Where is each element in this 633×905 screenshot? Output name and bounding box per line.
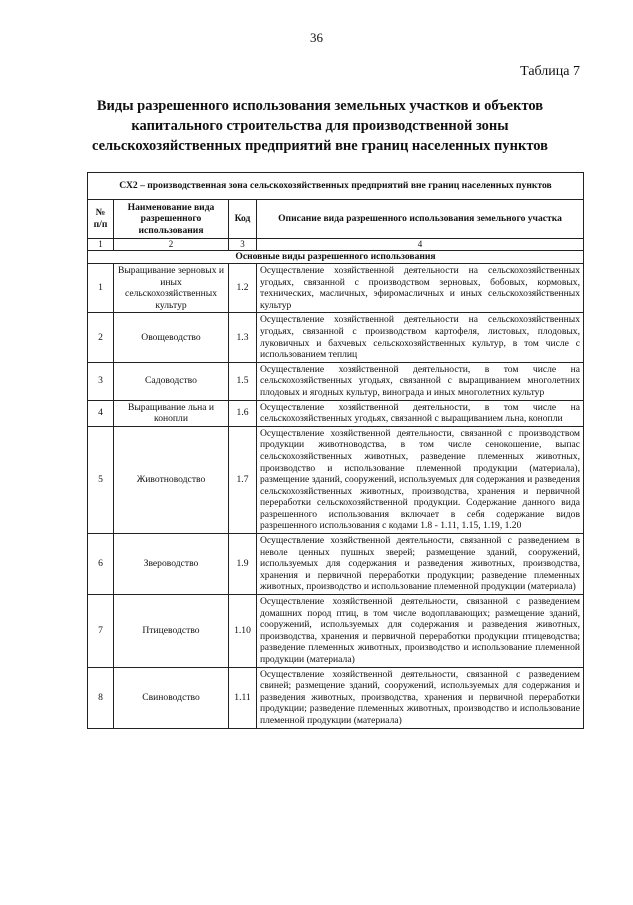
- row-code: 1.10: [229, 595, 257, 668]
- row-description: Осуществление хозяйственной деятельности, связанной с разведением свиней; размещение зданий, сооружений, используемых для содержания и разведения животных, производства, хранения и первичной переработки продукции; разведение племенных животных, производство и использование племенной продукции (материала): [257, 667, 584, 728]
- title-line: сельскохозяйственных предприятий вне границ населенных пунктов: [91, 138, 549, 154]
- document-title: [60, 96, 580, 156]
- header-name: Наименование вида разрешенного использования: [114, 200, 229, 239]
- header-num: № п/п: [88, 200, 114, 239]
- table-row: [88, 362, 584, 400]
- table-row: [88, 595, 584, 668]
- table-row: [88, 534, 584, 595]
- row-description: Осуществление хозяйственной деятельности, связанной с производством продукции животноводства, в том числе сенокошение, выпас сельскохозяйственных животных, разведение племенных животных, производство и использование племенной продукции (материала), размещение зданий, сооружений, используемых для содержания и разведения сельскохозяйственных животных, производства, хранения и первичной переработки сельскохозяйственной продукции. Содержание данного вида разрешенного использования включает в себя содержание видов разрешенного использования с кодами 1.8 - 1.11, 1.15, 1.19, 1.20: [257, 426, 584, 533]
- row-code: 1.3: [229, 313, 257, 362]
- title-line: капитального строительства для производственной зоны: [131, 118, 509, 134]
- header-code: Код: [229, 200, 257, 239]
- row-name: Звероводство: [114, 534, 229, 595]
- row-name: Выращивание зерновых и иных сельскохозяйственных культур: [114, 264, 229, 313]
- row-description: Осуществление хозяйственной деятельности, связанной с разведением домашних пород птиц, в том числе водоплавающих; размещение зданий, сооружений, используемых для содержания и разведения животных, производства, хранения и первичной переработки продукции птицеводства; разведение племенных животных, производство и использование племенной продукции (материала): [257, 595, 584, 668]
- row-number: 2: [88, 313, 114, 362]
- column-number: 2: [114, 239, 229, 251]
- column-numbers-row: [88, 239, 584, 251]
- table-row: [88, 400, 584, 426]
- section-title: Основные виды разрешенного использования: [88, 251, 584, 264]
- row-description: Осуществление хозяйственной деятельности на сельскохозяйственных угодьях, связанной с производством зерновых, бобовых, кормовых, технических, масличных, эфиромасличных и иных сельскохозяйственных культур: [257, 264, 584, 313]
- row-code: 1.5: [229, 362, 257, 400]
- header-desc: Описание вида разрешенного использования земельного участка: [257, 200, 584, 239]
- row-number: 4: [88, 400, 114, 426]
- section-row: [88, 251, 584, 264]
- row-description: Осуществление хозяйственной деятельности, связанной с разведением в неволе ценных пушных зверей; размещение зданий, сооружений, используемых для содержания и разведения животных, производства, хранения и первичной переработки продукции; разведение племенных животных, производство и использование племенной продукции (материала): [257, 534, 584, 595]
- zone-title-row: [88, 173, 584, 200]
- row-number: 5: [88, 426, 114, 533]
- column-number: 3: [229, 239, 257, 251]
- row-name: Садоводство: [114, 362, 229, 400]
- row-name: Птицеводство: [114, 595, 229, 668]
- row-code: 1.2: [229, 264, 257, 313]
- row-name: Овощеводство: [114, 313, 229, 362]
- column-number: 1: [88, 239, 114, 251]
- row-number: 8: [88, 667, 114, 728]
- table-label: Таблица 7: [520, 64, 580, 79]
- row-code: 1.9: [229, 534, 257, 595]
- row-name: Свиноводство: [114, 667, 229, 728]
- page-number: 36: [310, 30, 323, 45]
- row-description: Осуществление хозяйственной деятельности на сельскохозяйственных угодьях, связанной с производством картофеля, листовых, плодовых, луковичных и бахчевых сельскохозяйственных культур, в том числе с использованием теплиц: [257, 313, 584, 362]
- row-code: 1.7: [229, 426, 257, 533]
- column-number: 4: [257, 239, 584, 251]
- table-row: [88, 313, 584, 362]
- row-number: 1: [88, 264, 114, 313]
- row-number: 7: [88, 595, 114, 668]
- table-row: [88, 426, 584, 533]
- title-line: Виды разрешенного использования земельных участков и объектов: [96, 98, 544, 114]
- row-description: Осуществление хозяйственной деятельности, в том числе на сельскохозяйственных угодьях, связанной с выращиванием льна, конопли: [257, 400, 584, 426]
- row-name: Животноводство: [114, 426, 229, 533]
- zone-title: СХ2 – производственная зона сельскохозяйственных предприятий вне границ населенных пунктов: [88, 173, 584, 200]
- row-description: Осуществление хозяйственной деятельности, в том числе на сельскохозяйственных угодьях, связанной с выращиванием многолетних плодовых и ягодных культур, винограда и иных многолетних культур: [257, 362, 584, 400]
- row-name: Выращивание льна и конопли: [114, 400, 229, 426]
- row-number: 3: [88, 362, 114, 400]
- row-number: 6: [88, 534, 114, 595]
- row-code: 1.11: [229, 667, 257, 728]
- header-row: [88, 200, 584, 239]
- table-row: [88, 667, 584, 728]
- table-row: [88, 264, 584, 313]
- row-code: 1.6: [229, 400, 257, 426]
- land-use-table: [87, 172, 584, 729]
